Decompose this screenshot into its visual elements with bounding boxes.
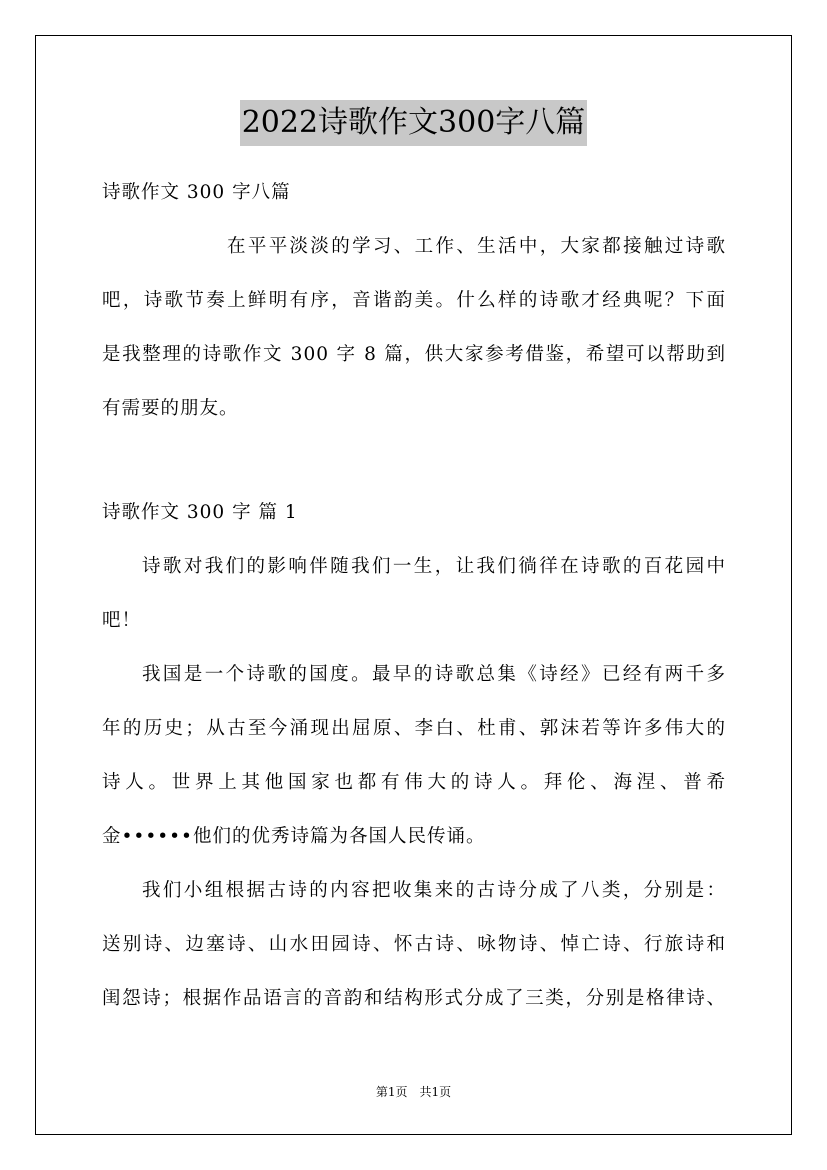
intro-line: 在平平淡淡的学习、工作、生活中，大家都接触过诗歌 [227,236,726,257]
intro-line: 是我整理的诗歌作文 300 字 8 篇，供大家参考借鉴，希望可以帮助到 [102,344,726,365]
section-gap [102,440,726,490]
paragraph-line: 我国是一个诗歌的国度。最早的诗歌总集《诗经》已经有两千多 [142,664,726,685]
paragraph-line: 送别诗、边塞诗、山水田园诗、怀古诗、咏物诗、悼亡诗、行旅诗和 [102,934,726,955]
document-body [102,170,726,1030]
paragraph-line: 闺怨诗；根据作品语言的音韵和结构形式分成了三类，分别是格律诗、 [102,988,726,1009]
paragraph-line: 诗歌对我们的影响伴随我们一生，让我们徜徉在诗歌的百花园中 [142,556,726,577]
intro-line: 吧，诗歌节奏上鲜明有序，音谐韵美。什么样的诗歌才经典呢？下面 [102,290,726,311]
paragraph-line: 吧！ [102,610,142,631]
title-highlight: 2022诗歌作文300字八篇 [240,100,588,146]
paragraph-line: 诗人。世界上其他国家也都有伟大的诗人。拜伦、海涅、普希 [102,772,726,793]
paragraph-line: 我们小组根据古诗的内容把收集来的古诗分成了八类，分别是： [142,880,726,901]
section-heading: 诗歌作文 300 字 篇 1 [102,502,298,523]
document-title [0,100,827,146]
paragraph-line: 金••••••他们的优秀诗篇为各国人民传诵。 [102,826,486,847]
intro-line: 有需要的朋友。 [102,398,239,419]
page-footer: 第1页 共1页 [375,1085,452,1099]
paragraph-line: 年的历史；从古至今涌现出屈原、李白、杜甫、郭沫若等许多伟大的 [102,718,726,739]
subtitle: 诗歌作文 300 字八篇 [102,182,291,203]
